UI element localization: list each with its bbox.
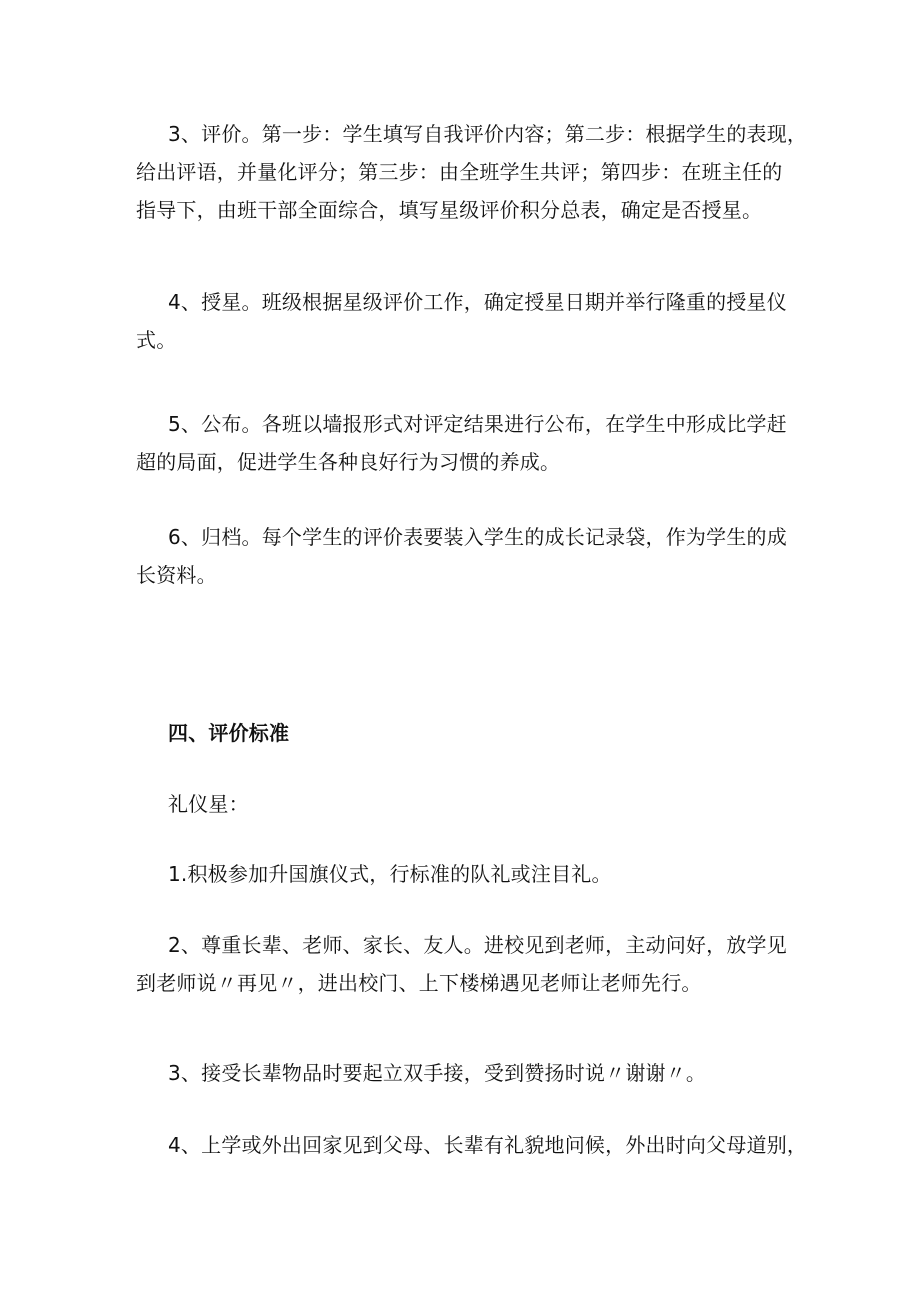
criteria-item-4 <box>136 1126 816 1164</box>
text-line: 给出评语，并量化评分；第三步：由全班学生共评；第四步：在班主任的 <box>136 160 783 184</box>
paragraph-publish <box>136 405 816 481</box>
text-line: 6、归档。每个学生的评价表要装入学生的成长记录袋，作为学生的成 <box>168 525 787 549</box>
section-heading <box>136 714 816 752</box>
criteria-item-3 <box>136 1054 816 1092</box>
text-line: 指导下，由班干部全面综合，填写星级评价积分总表，确定是否授星。 <box>136 198 763 222</box>
text-line: 式。 <box>136 328 177 352</box>
subheading-etiquette-star <box>136 785 816 823</box>
text-line: 超的局面，促进学生各种良好行为习惯的养成。 <box>136 450 561 474</box>
text-line: 2、尊重长辈、老师、家长、友人。进校见到老师，主动问好，放学见 <box>168 933 787 957</box>
text-line: 长资料。 <box>136 563 217 587</box>
subheading-text: 礼仪星： <box>168 792 249 816</box>
paragraph-evaluation <box>136 115 816 229</box>
text-line: 到老师说〃再见〃，进出校门、上下楼梯遇见老师让老师先行。 <box>136 971 702 995</box>
criteria-item-1 <box>136 855 816 893</box>
text-line: 3、评价。第一步：学生填写自我评价内容；第二步：根据学生的表现， <box>168 122 808 146</box>
paragraph-archive <box>136 518 816 594</box>
paragraph-award-star <box>136 283 816 359</box>
text-line: 3、接受长辈物品时要起立双手接，受到赞扬时说〃谢谢〃。 <box>168 1061 707 1085</box>
text-line: 4、授星。班级根据星级评价工作，确定授星日期并举行隆重的授星仪 <box>168 290 787 314</box>
text-line: 4、上学或外出回家见到父母、长辈有礼貌地问候，外出时向父母道别， <box>168 1133 808 1157</box>
criteria-item-2 <box>136 926 816 1002</box>
text-line: 1.积极参加升国旗仪式，行标准的队礼或注目礼。 <box>168 862 612 886</box>
text-line: 5、公布。各班以墙报形式对评定结果进行公布，在学生中形成比学赶 <box>168 412 787 436</box>
section-heading-text: 四、评价标准 <box>168 721 290 745</box>
